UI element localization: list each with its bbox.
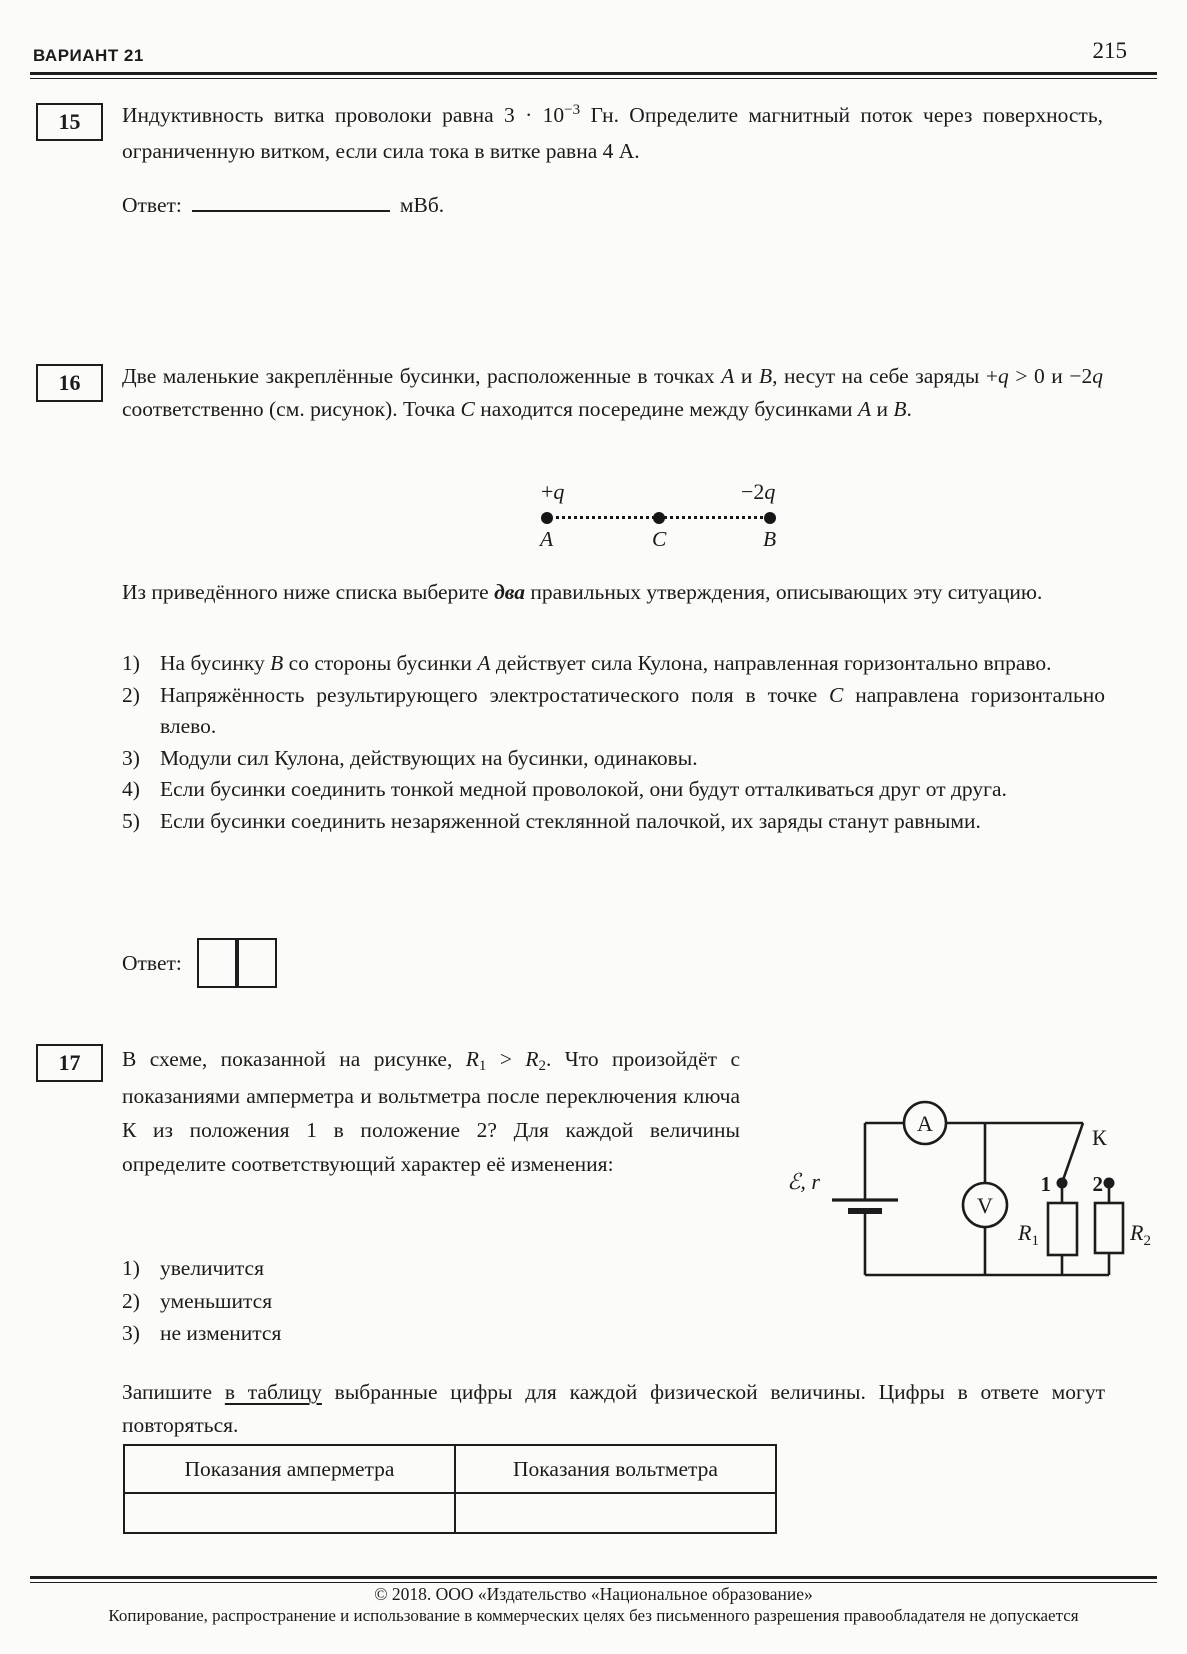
answer-table-header-voltmeter: Показания вольтметра: [455, 1445, 776, 1493]
statement-2-marker: 2): [122, 682, 140, 707]
answer-table-cell-voltmeter: [455, 1493, 776, 1533]
footer-notice: Копирование, распространение и использование в коммерческих целях без письменного разрешения правообладателя не допускается: [108, 1606, 1079, 1625]
ammeter-label: A: [917, 1111, 933, 1136]
charge-label-minus-2q: −2q: [741, 479, 776, 504]
charge-label-plus-q: +q: [541, 479, 565, 504]
charge-diagram: [535, 479, 785, 553]
switch-label: К: [1092, 1125, 1107, 1150]
circuit-diagram: [752, 1058, 1172, 1303]
point-label-b: B: [763, 527, 777, 551]
task-15-answer-blank: [192, 186, 390, 212]
answer-table: [123, 1444, 777, 1534]
task-16-answer: [122, 938, 277, 988]
task-17-options: [122, 1252, 281, 1350]
header-rule: [30, 72, 1157, 79]
task-15-answer-label: Ответ:: [122, 192, 182, 217]
statement-4-marker: 4): [122, 777, 140, 801]
option-3-marker: 3): [122, 1321, 140, 1345]
header-page-number: 215: [1092, 38, 1127, 63]
task-16-statements: [122, 648, 1105, 837]
bead-dot-a: [541, 512, 553, 524]
task-16-intro: Из приведённого ниже списка выберите два правильных утверждения, описывающих эту ситуацию.: [122, 580, 1043, 604]
statement-5-text: Если бусинки соединить незаряженной стеклянной палочкой, их заряды станут равными.: [160, 808, 981, 833]
emf-label: ℰ, r: [787, 1169, 820, 1194]
task-17-instruction: Запишите в таблицу выбранные цифры для каждой физической величины. Цифры в ответе могут повторяться.: [122, 1380, 1105, 1437]
terminal-2-label: 2: [1092, 1172, 1103, 1196]
header-variant-label: ВАРИАНТ 21: [33, 46, 144, 65]
task-16-text: Две маленькие закреплённые бусинки, расположенные в точках A и B, несут на себе заряды +q > 0 и −2q соответственно (см. рисунок). Точка C находится посередине между бусинками A и B.: [122, 364, 1103, 421]
task-15-number-box: [36, 103, 103, 141]
resistor-1-label-base: R: [1018, 1220, 1032, 1245]
option-3-text: не изменится: [160, 1321, 282, 1345]
statement-2-text: Напряжённость результирующего электростатического поля в точке C направлена горизонтально влево.: [160, 682, 1105, 738]
footer-copyright: © 2018. ООО «Издательство «Национальное образование»: [374, 1584, 813, 1604]
resistor-2: [1095, 1203, 1123, 1253]
point-label-c: C: [652, 527, 667, 551]
task-16-answer-cell-1: [197, 938, 237, 988]
statement-5-marker: 5): [122, 808, 140, 833]
answer-table-cell-ammeter: [124, 1493, 455, 1533]
resistor-1-label: [1017, 1220, 1039, 1249]
task-16-number-box: [36, 364, 103, 402]
task-16-answer-cell-2: [237, 938, 277, 988]
statement-item-1: [122, 648, 1105, 680]
answer-table-header-row: [124, 1445, 776, 1493]
task-15-number: 15: [58, 109, 81, 134]
answer-table-header-ammeter: Показания амперметра: [124, 1445, 455, 1493]
statement-4-text: Если бусинки соединить тонкой медной проволокой, они будут отталкиваться друг от друга.: [160, 777, 1007, 801]
task-15-answer: [122, 186, 444, 218]
terminal-1-label: 1: [1040, 1172, 1051, 1196]
resistor-2-label-sub: 2: [1143, 1233, 1151, 1249]
voltmeter-label: V: [977, 1193, 993, 1218]
statement-item-2: [122, 680, 1105, 743]
option-2-text: уменьшится: [160, 1288, 273, 1313]
task-17-number-box: [36, 1044, 103, 1082]
option-2-marker: 2): [122, 1288, 140, 1313]
statement-1-marker: 1): [122, 651, 140, 675]
statement-item-3: [122, 743, 1105, 775]
option-decrease: [122, 1285, 281, 1318]
task-17-number: 17: [58, 1050, 81, 1075]
resistor-2-label: [1129, 1220, 1151, 1249]
switch-blade: [1063, 1123, 1083, 1180]
resistor-1: [1048, 1203, 1077, 1255]
bead-dot-c: [653, 512, 665, 524]
statement-item-5: [122, 806, 1105, 838]
footer-rule: [30, 1576, 1157, 1583]
task-17-text: В схеме, показанной на рисунке, R1 > R2. Что произойдёт с показаниями амперметра и вольтметра после переключения ключа К из положения 1 в положение 2? Для каждой величины определите соответствующий характер её изменения:: [122, 1047, 740, 1176]
option-1-text: увеличится: [160, 1256, 264, 1280]
statement-3-text: Модули сил Кулона, действующих на бусинки, одинаковы.: [160, 745, 698, 770]
task-15-text: Индуктивность витка проволоки равна $3 \cdot 10^{-3}$ Гн. Определите магнитный поток через поверхность, ограниченную витком, если сила тока в витке равна 4 А.: [122, 101, 1103, 163]
terminal-2-dot: [1104, 1178, 1115, 1189]
task-16-number: 16: [58, 370, 81, 395]
resistor-1-label-sub: 1: [1031, 1233, 1039, 1249]
statement-1-text: На бусинку B со стороны бусинки A действует сила Кулона, направленная горизонтально вправо.: [160, 651, 1052, 675]
option-no-change: [122, 1317, 281, 1350]
bead-dot-b: [764, 512, 776, 524]
option-increase: [122, 1252, 281, 1285]
terminal-1-dot: [1057, 1178, 1068, 1189]
statement-item-4: [122, 774, 1105, 806]
option-1-marker: 1): [122, 1256, 140, 1280]
point-label-a: A: [540, 527, 554, 551]
answer-table-input-row: [124, 1493, 776, 1533]
resistor-2-label-base: R: [1130, 1220, 1144, 1245]
task-15-answer-unit: мВб.: [399, 192, 445, 217]
task-16-answer-boxes: [197, 938, 277, 988]
task-16-answer-label: Ответ:: [122, 950, 182, 975]
statement-3-marker: 3): [122, 745, 140, 770]
